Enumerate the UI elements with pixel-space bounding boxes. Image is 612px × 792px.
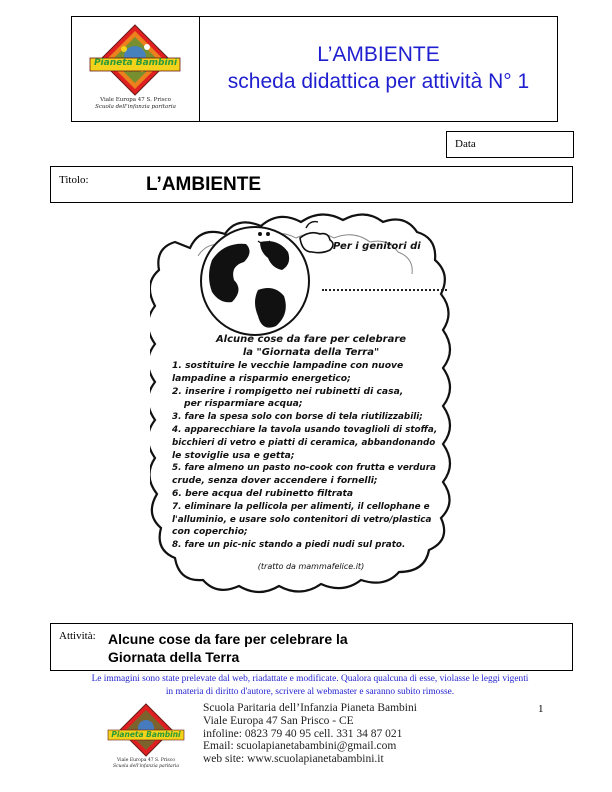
footer-address: Viale Europa 47 San Prisco - CE — [203, 714, 354, 727]
footer-logo — [98, 700, 194, 772]
header-title — [200, 17, 557, 121]
list-item: 8. fare un pic-nic stando a piedi nudi sul prato. — [172, 540, 406, 551]
date-label: Data — [455, 138, 476, 150]
list-item: crude, senza dover accendere i fornelli; — [172, 475, 378, 487]
footer-logo-address: Viale Europa 47 S. Prisco — [117, 758, 175, 763]
source-credit: (tratto da mammafelice.it) — [257, 562, 365, 571]
activity-label: Attività: — [59, 630, 96, 642]
title-value: L’AMBIENTE — [146, 174, 262, 195]
parents-heading: Per i genitori di — [333, 241, 421, 252]
list-item: 7. eliminare la pellicola per alimenti, il cellophane e — [172, 501, 430, 512]
list-item: con coperchio; — [172, 526, 248, 538]
school-logo — [72, 17, 200, 121]
worksheet-illustration — [150, 208, 472, 613]
disclaimer-line2: in materia di diritto d'autore, scrivere al webmaster e saranno subito rimosse. — [165, 687, 455, 697]
list-item: lampadine a risparmio energetico; — [172, 372, 351, 384]
list-item: 3. fare la spesa solo con borse di tela riutilizzabili; — [172, 412, 423, 423]
list-item: 6. bere acqua del rubinetto filtrata — [172, 487, 354, 499]
logo-brand-text: Pianeta Bambini — [93, 58, 178, 68]
list-item: 2. inserire i rompigetto nei rubinetti di casa, — [172, 385, 404, 397]
header-box — [71, 16, 558, 122]
disclaimer-line1: Le immagini sono state prelevate dal web, riadattate e modificate. Qualora qualcuna di esse, violasse le leggi vigenti — [91, 674, 529, 684]
list-item: le stoviglie usa e getta; — [172, 449, 295, 461]
title-box — [50, 166, 573, 203]
list-item: 4. apparecchiare la tavola usando tovaglioli di stoffa, — [172, 424, 438, 435]
page-number: 1 — [538, 703, 544, 715]
worksheet-heading-line2: la "Giornata della Terra" — [242, 347, 380, 358]
list-item: l'alluminio, e usare solo contenitori di vetro/plastica — [172, 514, 432, 525]
activity-box — [50, 623, 573, 671]
worksheet-heading-line1: Alcune cose da fare per celebrare — [215, 334, 407, 345]
list-item: bicchieri di vetro e piatti di ceramica, abbandonando — [172, 437, 436, 448]
date-field[interactable] — [446, 131, 574, 158]
logo-subtitle-text: Scuola dell’infanzia paritaria — [95, 104, 176, 110]
footer-contact — [203, 702, 417, 766]
list-item: per risparmiare acqua; — [184, 398, 303, 410]
list-item: 5. fare almeno un pasto no-cook con frutta e verdura — [172, 463, 436, 474]
activity-title-line1: Alcune cose da fare per celebrare la — [108, 631, 348, 647]
header-title-line1: L’AMBIENTE — [317, 43, 440, 66]
logo-address-text: Viale Europa 47 S. Prisco — [100, 97, 171, 103]
footer-email-link[interactable]: Email: scuolapianetabambini@gmail.com — [203, 740, 397, 753]
footer-logo-subtitle: Scuola dell’infanzia paritaria — [112, 764, 180, 769]
footer-school-name: Scuola Paritaria dell’Infanzia Pianeta Bambini — [203, 702, 417, 714]
activity-title-line2: Giornata della Terra — [108, 649, 240, 665]
name-blank-line — [322, 289, 447, 291]
activity-list — [172, 360, 462, 552]
footer-website-link[interactable]: web site: www.scuolapianetabambini.it — [203, 753, 384, 766]
footer-logo-brand: Pianeta Bambini — [111, 730, 181, 739]
list-item: 1. sostituire le vecchie lampadine con nuove — [172, 360, 404, 371]
copyright-disclaimer — [30, 673, 590, 699]
title-label: Titolo: — [59, 174, 89, 186]
footer-phone: infoline: 0823 79 40 95 cell. 331 34 87 021 — [203, 727, 403, 740]
header-title-line2: scheda didattica per attività N° 1 — [227, 70, 530, 93]
